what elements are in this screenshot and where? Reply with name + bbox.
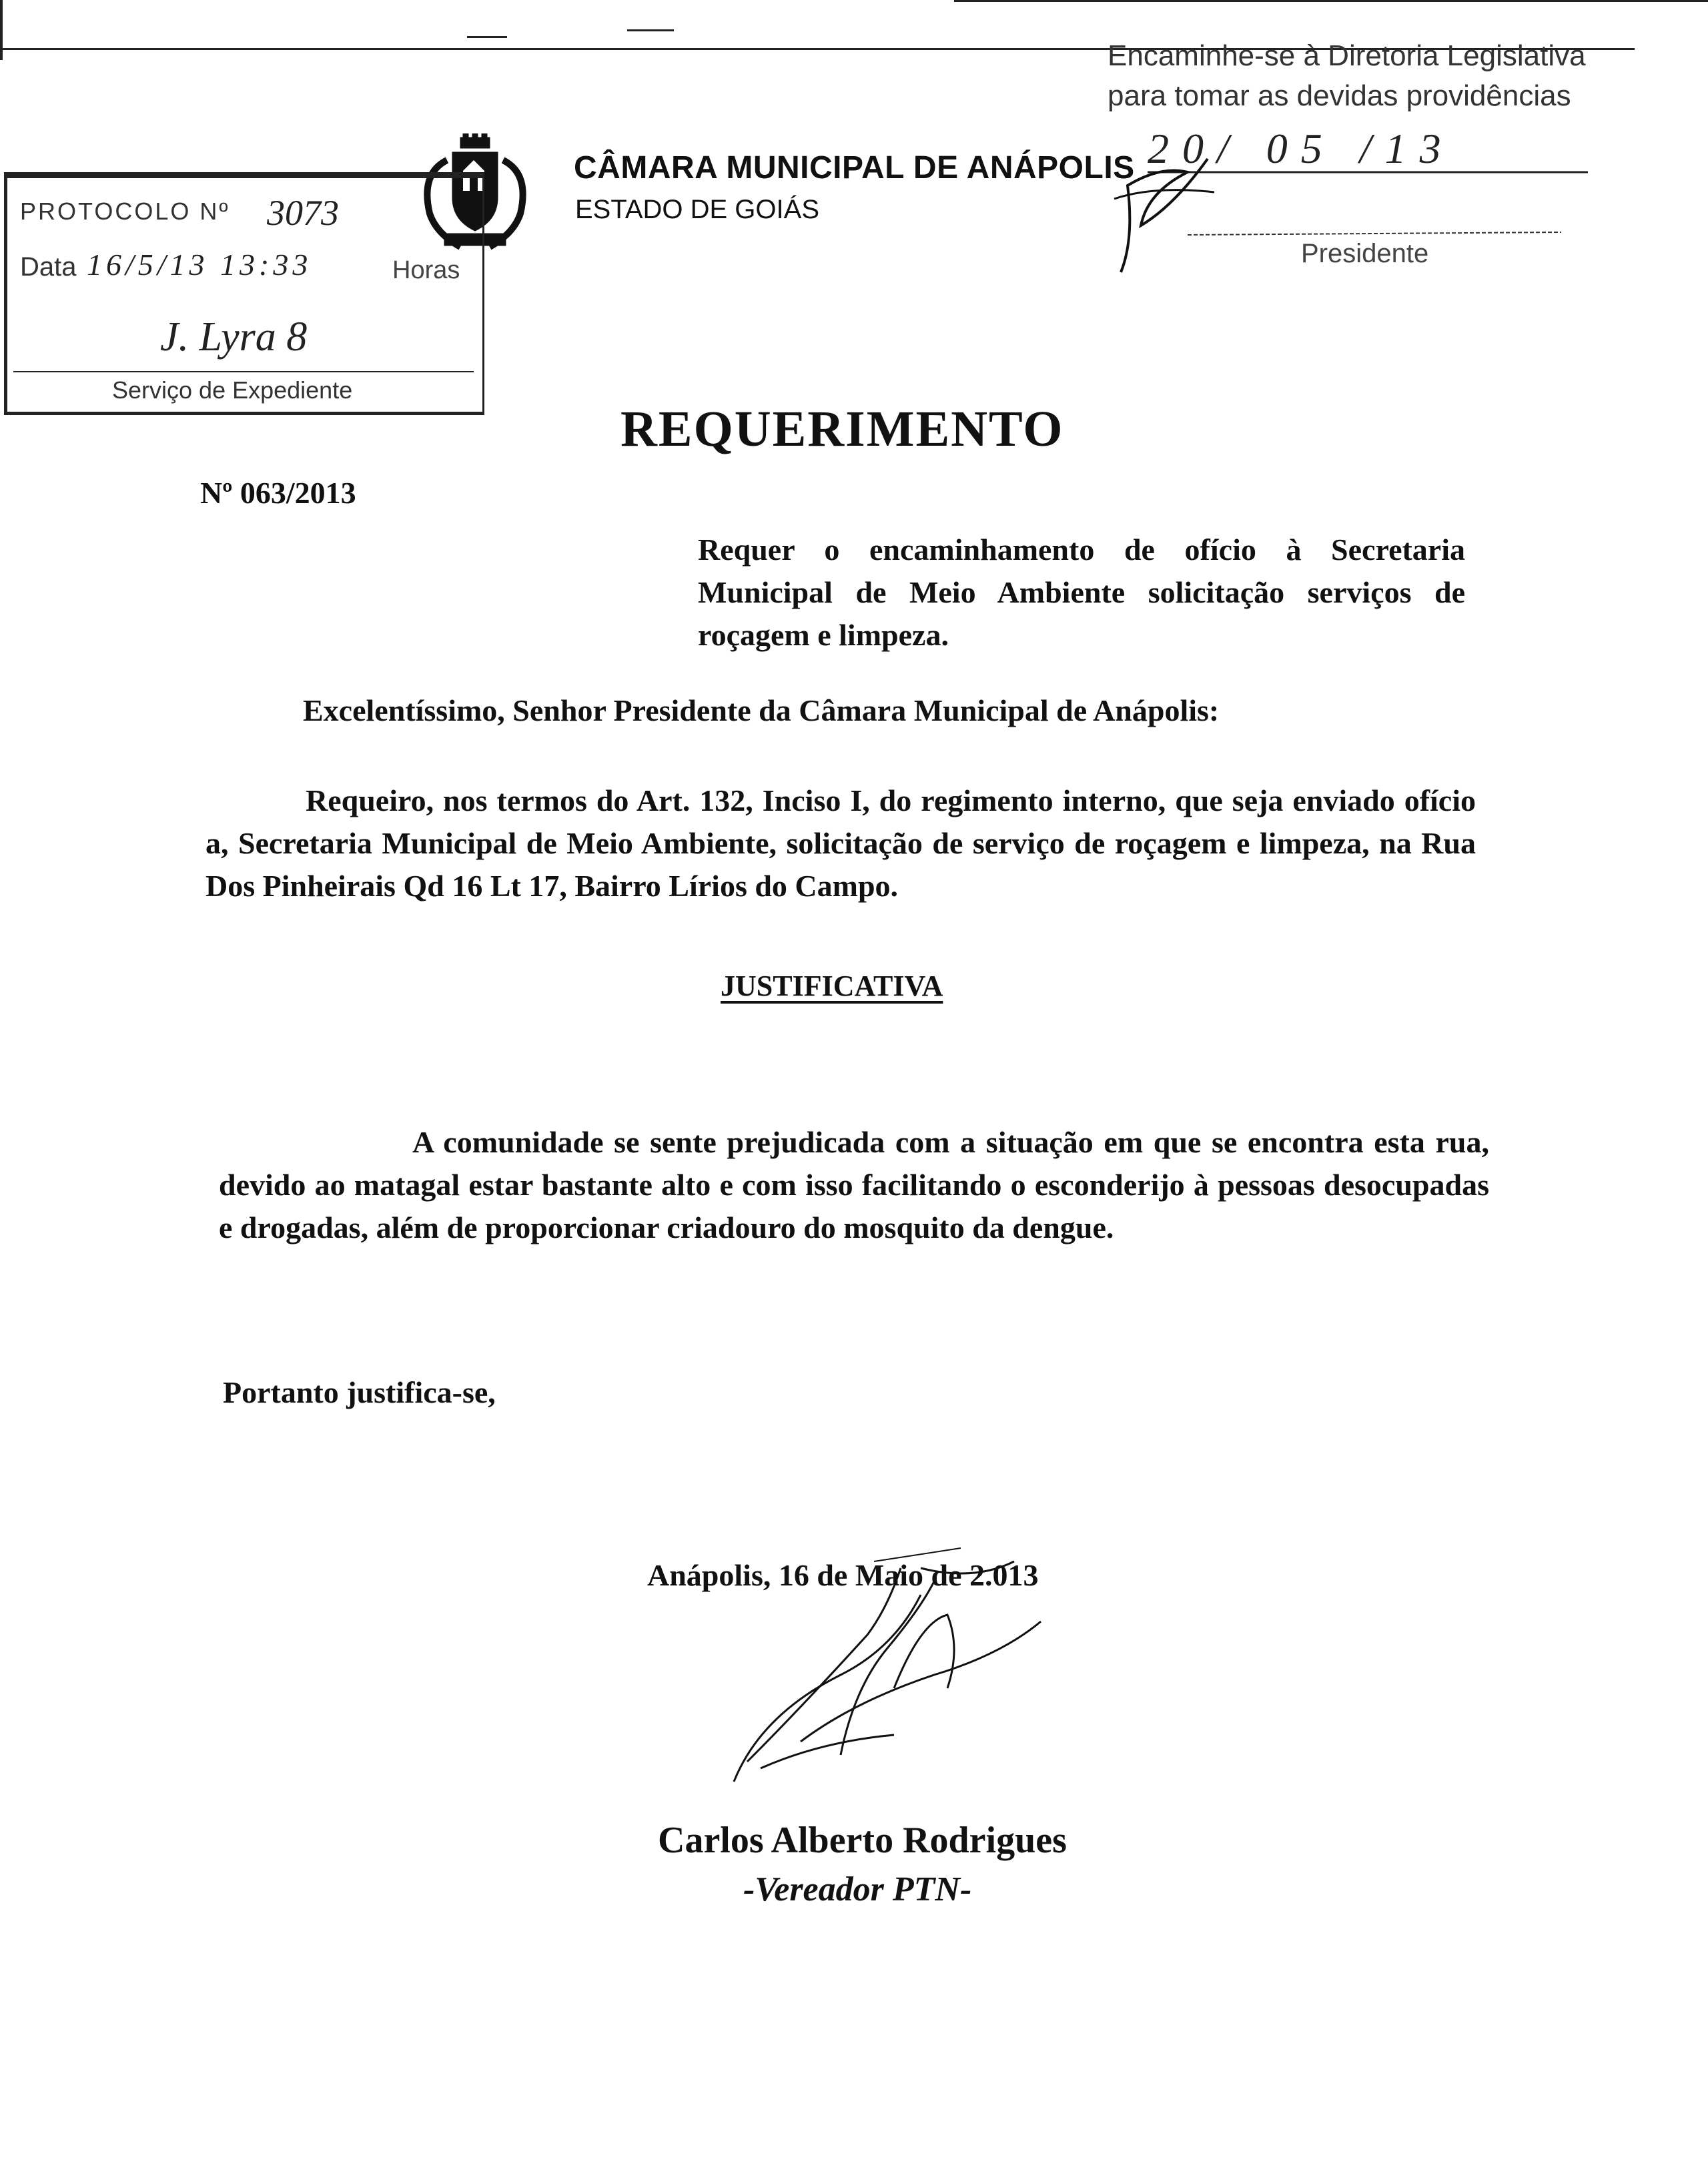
scan-edge-line bbox=[627, 29, 674, 31]
despacho-note bbox=[1108, 36, 1695, 116]
request-paragraph: Requeiro, nos termos do Art. 132, Inciso I, do regimento interno, que seja enviado ofício a, Secretaria Municipal de Meio Ambiente, solicitação de serviço de roçagem e limpeza, na Rua Dos Pinheirais Qd 16 Lt 17, Bairro Lírios do Campo. bbox=[205, 783, 1476, 903]
document-summary: Requer o encaminhamento de ofício à Secretaria Municipal de Meio Ambiente solicitação serviços de roçagem e limpeza. bbox=[698, 532, 1465, 652]
document-title: REQUERIMENTO bbox=[620, 401, 1064, 457]
despacho-line-2: para tomar as devidas providências bbox=[1108, 79, 1571, 112]
stamp-service-label: Serviço de Expediente bbox=[112, 376, 353, 404]
place-and-date: Anápolis, 16 de Maio de 2.013 bbox=[647, 1558, 1039, 1592]
scan-edge-line bbox=[467, 36, 507, 38]
salutation: Excelentíssimo, Senhor Presidente da Câmara Municipal de Anápolis: bbox=[303, 693, 1220, 727]
presidente-label: Presidente bbox=[1301, 239, 1429, 268]
protocol-label: PROTOCOLO Nº bbox=[20, 198, 230, 225]
scan-edge-line bbox=[954, 0, 1708, 2]
stamp-date-label: Data bbox=[20, 252, 77, 282]
despacho-line-1: Encaminhe-se à Diretoria Legislativa bbox=[1108, 39, 1586, 72]
justification-paragraph: A comunidade se sente prejudicada com a situação em que se encontra esta rua, devido ao matagal estar bastante alto e com isso facilitando o esconderijo à pessoas desocupadas e drogadas, além de proporcionar criadouro do mosquito da dengue. bbox=[219, 1125, 1489, 1244]
state-name: ESTADO DE GOIÁS bbox=[575, 195, 819, 224]
stamp-rubric: J. Lyra 8 bbox=[160, 314, 308, 360]
institution-name: CÂMARA MUNICIPAL DE ANÁPOLIS bbox=[574, 150, 1135, 186]
president-signature-icon bbox=[1108, 145, 1221, 279]
despacho-date: 20/ 05 /13 bbox=[1148, 125, 1454, 172]
scan-edge-line bbox=[0, 0, 3, 60]
stamp-date-value: 16/5/13 13:33 bbox=[87, 248, 312, 282]
closing-line: Portanto justifica-se, bbox=[223, 1375, 496, 1409]
councilman-signature-icon bbox=[721, 1541, 1081, 1795]
signatory-role: -Vereador PTN- bbox=[743, 1870, 972, 1908]
stamp-divider bbox=[13, 371, 474, 372]
signatory-name: Carlos Alberto Rodrigues bbox=[658, 1820, 1067, 1861]
justification-heading: JUSTIFICATIVA bbox=[721, 970, 943, 1002]
document-number: Nº 063/2013 bbox=[200, 476, 356, 510]
stamp-hours-label: Horas bbox=[392, 256, 460, 284]
protocol-number: 3073 bbox=[267, 193, 339, 233]
